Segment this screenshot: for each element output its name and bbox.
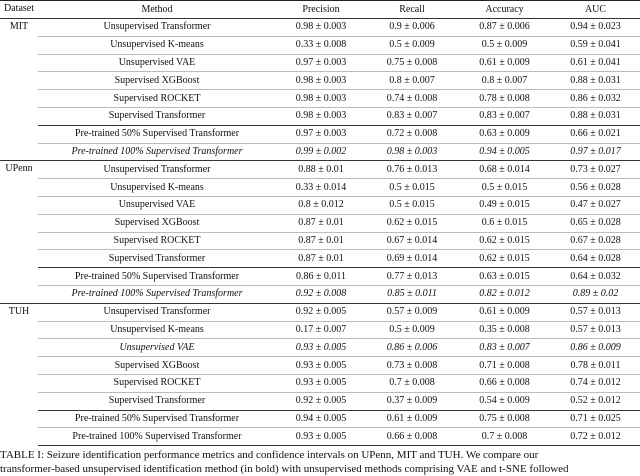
precision-cell: 0.33 ± 0.008 (276, 36, 366, 54)
auc-cell: 0.74 ± 0.012 (551, 374, 640, 392)
precision-cell: 0.86 ± 0.011 (276, 268, 366, 286)
precision-cell: 0.93 ± 0.005 (276, 428, 366, 446)
precision-cell: 0.8 ± 0.012 (276, 196, 366, 214)
precision-cell: 0.97 ± 0.003 (276, 54, 366, 72)
recall-cell: 0.77 ± 0.013 (366, 268, 458, 286)
method-cell: Unsupervised Transformer (103, 21, 211, 33)
method-cell: Supervised XGBoost (38, 72, 276, 90)
auc-cell: 0.65 ± 0.028 (551, 214, 640, 232)
recall-cell: 0.76 ± 0.013 (366, 161, 458, 179)
precision-cell: 0.97 ± 0.003 (276, 125, 366, 143)
accuracy-cell: 0.83 ± 0.007 (458, 339, 551, 357)
precision-cell: 0.87 ± 0.01 (276, 214, 366, 232)
table-row (0, 179, 640, 197)
table-row (0, 196, 640, 214)
table-row (0, 392, 640, 410)
auc-cell: 0.57 ± 0.013 (551, 321, 640, 339)
method-cell: Supervised XGBoost (38, 357, 276, 375)
precision-cell: 0.33 ± 0.014 (276, 179, 366, 197)
precision-cell: 0.93 ± 0.005 (276, 374, 366, 392)
table-caption (0, 448, 640, 476)
header-accuracy: Accuracy (458, 1, 551, 19)
header-auc: AUC (551, 1, 640, 19)
table-row (0, 36, 640, 54)
precision-cell: 0.98 ± 0.003 (295, 21, 347, 33)
table-row (0, 321, 640, 339)
recall-cell: 0.61 ± 0.009 (366, 410, 458, 428)
method-cell: Pre-trained 50% Supervised Transformer (38, 125, 276, 143)
header-dataset: Dataset (0, 1, 38, 19)
auc-cell: 0.67 ± 0.028 (551, 232, 640, 250)
auc-cell: 0.52 ± 0.012 (551, 392, 640, 410)
auc-cell: 0.71 ± 0.025 (551, 410, 640, 428)
table-row (0, 125, 640, 143)
method-cell: Supervised ROCKET (38, 232, 276, 250)
dataset-cell: TUH (0, 303, 38, 445)
method-cell: Unsupervised VAE (38, 54, 276, 72)
method-cell: Supervised Transformer (38, 392, 276, 410)
table-row (0, 339, 640, 357)
accuracy-cell: 0.6 ± 0.015 (458, 214, 551, 232)
auc-cell: 0.73 ± 0.027 (551, 161, 640, 179)
table-row (0, 428, 640, 446)
table-row (0, 161, 640, 179)
header-recall: Recall (366, 1, 458, 19)
method-cell: Supervised ROCKET (38, 90, 276, 108)
table-row (0, 72, 640, 90)
precision-cell: 0.93 ± 0.005 (276, 339, 366, 357)
accuracy-cell: 0.61 ± 0.009 (458, 303, 551, 321)
accuracy-cell: 0.5 ± 0.009 (458, 36, 551, 54)
method-cell: Unsupervised Transformer (38, 161, 276, 179)
method-cell: Pre-trained 50% Supervised Transformer (38, 410, 276, 428)
recall-cell: 0.5 ± 0.009 (366, 36, 458, 54)
table-row (0, 374, 640, 392)
recall-cell: 0.9 ± 0.006 (389, 21, 435, 33)
recall-cell: 0.85 ± 0.011 (366, 285, 458, 303)
auc-cell: 0.86 ± 0.032 (551, 90, 640, 108)
auc-cell: 0.88 ± 0.031 (551, 72, 640, 90)
table-row (0, 410, 640, 428)
table-header-row (0, 1, 640, 19)
dataset-cell: UPenn (0, 161, 38, 303)
precision-cell: 0.92 ± 0.005 (276, 392, 366, 410)
auc-cell: 0.86 ± 0.009 (551, 339, 640, 357)
precision-cell: 0.87 ± 0.01 (276, 250, 366, 268)
precision-cell: 0.94 ± 0.005 (276, 410, 366, 428)
table-row (0, 357, 640, 375)
caption-line: TABLE I: Seizure identification performance metrics and confidence intervals on UPenn, MIT and TUH. We compare our (0, 449, 539, 462)
auc-cell: 0.56 ± 0.028 (551, 179, 640, 197)
precision-cell: 0.99 ± 0.002 (276, 143, 366, 161)
method-cell: Supervised XGBoost (38, 214, 276, 232)
auc-cell: 0.59 ± 0.041 (551, 36, 640, 54)
recall-cell: 0.5 ± 0.009 (366, 321, 458, 339)
recall-cell: 0.74 ± 0.008 (366, 90, 458, 108)
accuracy-cell: 0.83 ± 0.007 (458, 107, 551, 125)
accuracy-cell: 0.62 ± 0.015 (458, 232, 551, 250)
method-cell: Unsupervised K-means (38, 179, 276, 197)
precision-cell: 0.88 ± 0.01 (276, 161, 366, 179)
recall-cell: 0.86 ± 0.006 (366, 339, 458, 357)
accuracy-cell: 0.87 ± 0.006 (479, 21, 530, 33)
method-cell: Supervised Transformer (38, 250, 276, 268)
recall-cell: 0.5 ± 0.015 (366, 179, 458, 197)
accuracy-cell: 0.5 ± 0.015 (458, 179, 551, 197)
accuracy-cell: 0.7 ± 0.008 (458, 428, 551, 446)
caption-line: transformer-based unsupervised identification method (in bold) with unsupervised methods comprising VAE and t-SNE followed (0, 463, 569, 476)
auc-cell: 0.66 ± 0.021 (551, 125, 640, 143)
table-row (0, 143, 640, 161)
recall-cell: 0.67 ± 0.014 (366, 232, 458, 250)
table-row (0, 303, 640, 321)
accuracy-cell: 0.54 ± 0.009 (458, 392, 551, 410)
accuracy-cell: 0.8 ± 0.007 (458, 72, 551, 90)
accuracy-cell: 0.63 ± 0.009 (458, 125, 551, 143)
accuracy-cell: 0.78 ± 0.008 (458, 90, 551, 108)
method-cell: Pre-trained 50% Supervised Transformer (38, 268, 276, 286)
recall-cell: 0.57 ± 0.009 (366, 303, 458, 321)
precision-cell: 0.98 ± 0.003 (276, 107, 366, 125)
auc-cell: 0.97 ± 0.017 (551, 143, 640, 161)
auc-cell: 0.72 ± 0.012 (551, 428, 640, 446)
header-method: Method (38, 1, 276, 19)
precision-cell: 0.92 ± 0.008 (276, 285, 366, 303)
auc-cell: 0.78 ± 0.011 (551, 357, 640, 375)
auc-cell: 0.94 ± 0.023 (570, 21, 621, 33)
recall-cell: 0.69 ± 0.014 (366, 250, 458, 268)
recall-cell: 0.83 ± 0.007 (366, 107, 458, 125)
accuracy-cell: 0.68 ± 0.014 (458, 161, 551, 179)
accuracy-cell: 0.62 ± 0.015 (458, 250, 551, 268)
auc-cell: 0.64 ± 0.032 (551, 268, 640, 286)
auc-cell: 0.89 ± 0.02 (551, 285, 640, 303)
recall-cell: 0.5 ± 0.015 (366, 196, 458, 214)
method-cell: Unsupervised K-means (38, 36, 276, 54)
table-row (0, 90, 640, 108)
recall-cell: 0.62 ± 0.015 (366, 214, 458, 232)
accuracy-cell: 0.63 ± 0.015 (458, 268, 551, 286)
table-row (0, 232, 640, 250)
accuracy-cell: 0.49 ± 0.015 (458, 196, 551, 214)
recall-cell: 0.37 ± 0.009 (366, 392, 458, 410)
table-row (0, 54, 640, 72)
accuracy-cell: 0.82 ± 0.012 (458, 285, 551, 303)
table-row (0, 250, 640, 268)
accuracy-cell: 0.35 ± 0.008 (458, 321, 551, 339)
method-cell: Unsupervised VAE (38, 196, 276, 214)
method-cell: Unsupervised Transformer (38, 303, 276, 321)
recall-cell: 0.7 ± 0.008 (366, 374, 458, 392)
table-row (0, 268, 640, 286)
accuracy-cell: 0.61 ± 0.009 (458, 54, 551, 72)
table-row (0, 107, 640, 125)
precision-cell: 0.98 ± 0.003 (276, 90, 366, 108)
header-precision: Precision (276, 1, 366, 19)
precision-cell: 0.93 ± 0.005 (276, 357, 366, 375)
table-row (0, 19, 640, 37)
auc-cell: 0.64 ± 0.028 (551, 250, 640, 268)
precision-cell: 0.87 ± 0.01 (276, 232, 366, 250)
auc-cell: 0.47 ± 0.027 (551, 196, 640, 214)
method-cell: Supervised Transformer (38, 107, 276, 125)
table-row (0, 214, 640, 232)
method-cell: Unsupervised VAE (38, 339, 276, 357)
dataset-cell: MIT (9, 21, 29, 32)
method-cell: Pre-trained 100% Supervised Transformer (38, 143, 276, 161)
method-cell: Supervised ROCKET (38, 374, 276, 392)
accuracy-cell: 0.66 ± 0.008 (458, 374, 551, 392)
recall-cell: 0.66 ± 0.008 (366, 428, 458, 446)
recall-cell: 0.75 ± 0.008 (366, 54, 458, 72)
table-row (0, 285, 640, 303)
method-cell: Pre-trained 100% Supervised Transformer (38, 285, 276, 303)
accuracy-cell: 0.75 ± 0.008 (458, 410, 551, 428)
accuracy-cell: 0.94 ± 0.005 (458, 143, 551, 161)
accuracy-cell: 0.71 ± 0.008 (458, 357, 551, 375)
auc-cell: 0.57 ± 0.013 (551, 303, 640, 321)
recall-cell: 0.8 ± 0.007 (366, 72, 458, 90)
auc-cell: 0.88 ± 0.031 (551, 107, 640, 125)
auc-cell: 0.61 ± 0.041 (551, 54, 640, 72)
precision-cell: 0.17 ± 0.007 (276, 321, 366, 339)
recall-cell: 0.73 ± 0.008 (366, 357, 458, 375)
recall-cell: 0.72 ± 0.008 (366, 125, 458, 143)
recall-cell: 0.98 ± 0.003 (366, 143, 458, 161)
method-cell: Pre-trained 100% Supervised Transformer (38, 428, 276, 446)
precision-cell: 0.92 ± 0.005 (276, 303, 366, 321)
method-cell: Unsupervised K-means (38, 321, 276, 339)
precision-cell: 0.98 ± 0.003 (276, 72, 366, 90)
